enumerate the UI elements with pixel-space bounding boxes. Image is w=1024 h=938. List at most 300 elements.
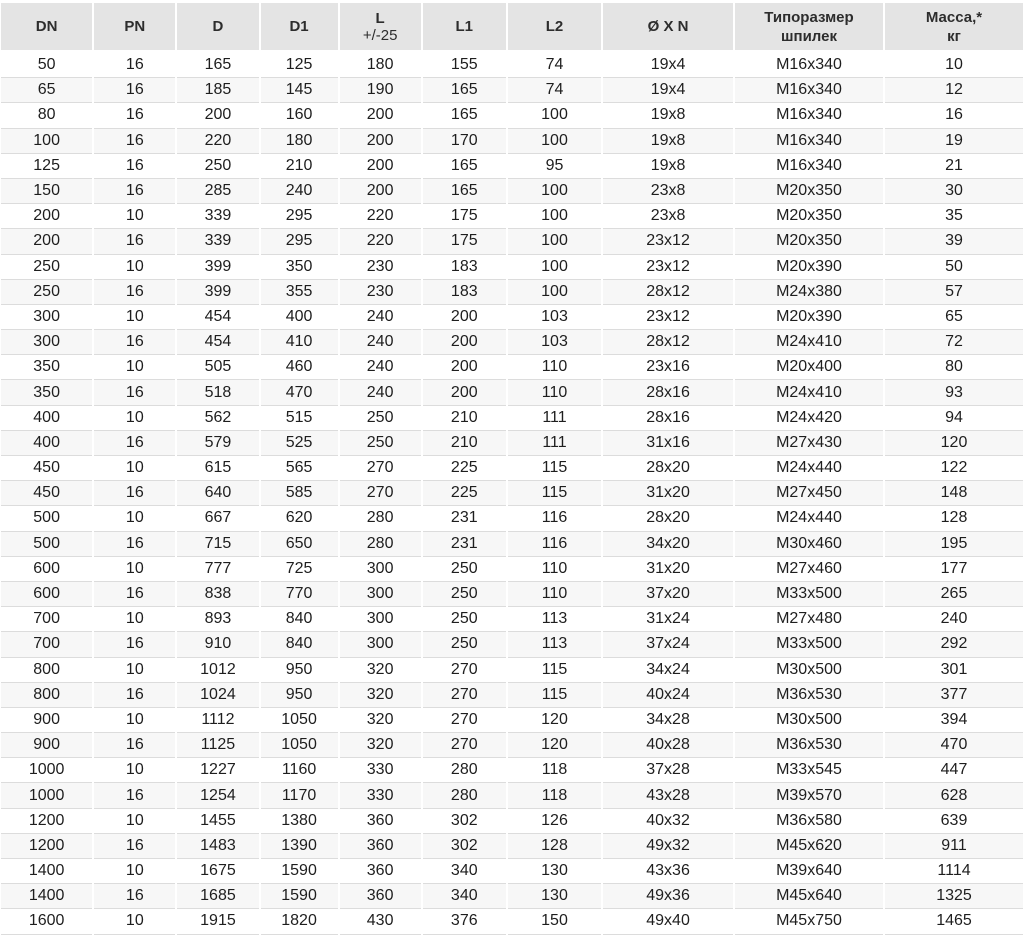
cell-l: 240 xyxy=(340,380,421,405)
cell-l2: 100 xyxy=(508,129,601,154)
table-row xyxy=(1,481,1023,506)
cell-holes: 31x20 xyxy=(603,557,733,582)
cell-pn: 16 xyxy=(94,582,175,607)
cell-l: 430 xyxy=(340,909,421,934)
cell-mass: 10 xyxy=(885,53,1023,78)
cell-mass: 394 xyxy=(885,708,1023,733)
cell-l: 230 xyxy=(340,280,421,305)
cell-mass: 1114 xyxy=(885,859,1023,884)
cell-d1: 460 xyxy=(261,355,338,380)
cell-d1: 240 xyxy=(261,179,338,204)
cell-d1: 565 xyxy=(261,456,338,481)
cell-l2: 100 xyxy=(508,229,601,254)
cell-l: 220 xyxy=(340,229,421,254)
cell-holes: 28x12 xyxy=(603,280,733,305)
cell-d: 339 xyxy=(177,204,258,229)
cell-stud-size: M36x530 xyxy=(735,683,883,708)
cell-d: 399 xyxy=(177,280,258,305)
cell-l1: 170 xyxy=(423,129,506,154)
cell-l2: 130 xyxy=(508,884,601,909)
cell-d1: 350 xyxy=(261,255,338,280)
cell-dn: 450 xyxy=(1,456,92,481)
cell-l: 300 xyxy=(340,632,421,657)
cell-pn: 16 xyxy=(94,179,175,204)
table-row xyxy=(1,255,1023,280)
cell-holes: 28x16 xyxy=(603,380,733,405)
cell-stud-size: M27x430 xyxy=(735,431,883,456)
cell-l: 320 xyxy=(340,658,421,683)
cell-stud-size: M20x350 xyxy=(735,204,883,229)
cell-dn: 1200 xyxy=(1,809,92,834)
cell-d: 185 xyxy=(177,78,258,103)
cell-l2: 116 xyxy=(508,532,601,557)
cell-l1: 270 xyxy=(423,733,506,758)
cell-stud-size: M45x750 xyxy=(735,909,883,934)
cell-mass: 65 xyxy=(885,305,1023,330)
cell-mass: 120 xyxy=(885,431,1023,456)
cell-stud-size: M33x500 xyxy=(735,632,883,657)
cell-pn: 16 xyxy=(94,129,175,154)
cell-pn: 10 xyxy=(94,658,175,683)
cell-d: 200 xyxy=(177,103,258,128)
table-row xyxy=(1,708,1023,733)
cell-d1: 770 xyxy=(261,582,338,607)
cell-mass: 80 xyxy=(885,355,1023,380)
cell-mass: 639 xyxy=(885,809,1023,834)
cell-pn: 10 xyxy=(94,859,175,884)
cell-l1: 250 xyxy=(423,632,506,657)
col-header-pn: PN xyxy=(94,0,175,53)
table-row xyxy=(1,355,1023,380)
cell-pn: 16 xyxy=(94,380,175,405)
cell-l2: 103 xyxy=(508,305,601,330)
cell-d1: 840 xyxy=(261,607,338,632)
cell-holes: 43x28 xyxy=(603,783,733,808)
cell-mass: 30 xyxy=(885,179,1023,204)
cell-d1: 410 xyxy=(261,330,338,355)
cell-d1: 950 xyxy=(261,683,338,708)
cell-mass: 195 xyxy=(885,532,1023,557)
cell-stud-size: M16x340 xyxy=(735,78,883,103)
cell-l1: 225 xyxy=(423,481,506,506)
cell-mass: 148 xyxy=(885,481,1023,506)
cell-pn: 16 xyxy=(94,834,175,859)
cell-l2: 150 xyxy=(508,909,601,934)
cell-l: 300 xyxy=(340,557,421,582)
table-row xyxy=(1,129,1023,154)
col-header-stud-size-line1: Типоразмер xyxy=(764,8,854,26)
cell-stud-size: M24x440 xyxy=(735,506,883,531)
cell-l: 240 xyxy=(340,355,421,380)
table-row xyxy=(1,632,1023,657)
cell-mass: 19 xyxy=(885,129,1023,154)
cell-dn: 80 xyxy=(1,103,92,128)
cell-holes: 40x24 xyxy=(603,683,733,708)
cell-l: 330 xyxy=(340,783,421,808)
cell-l1: 280 xyxy=(423,783,506,808)
cell-l: 200 xyxy=(340,129,421,154)
cell-stud-size: M16x340 xyxy=(735,129,883,154)
cell-holes: 49x40 xyxy=(603,909,733,934)
cell-l1: 200 xyxy=(423,330,506,355)
cell-l2: 115 xyxy=(508,658,601,683)
cell-pn: 16 xyxy=(94,481,175,506)
cell-dn: 300 xyxy=(1,305,92,330)
cell-holes: 40x28 xyxy=(603,733,733,758)
cell-holes: 28x20 xyxy=(603,506,733,531)
cell-d: 1227 xyxy=(177,758,258,783)
cell-d: 165 xyxy=(177,53,258,78)
cell-l1: 200 xyxy=(423,355,506,380)
cell-d: 454 xyxy=(177,305,258,330)
cell-stud-size: M33x500 xyxy=(735,582,883,607)
cell-l1: 165 xyxy=(423,78,506,103)
cell-l2: 74 xyxy=(508,78,601,103)
table-header-row xyxy=(1,0,1023,53)
cell-l1: 225 xyxy=(423,456,506,481)
cell-dn: 500 xyxy=(1,506,92,531)
cell-l2: 100 xyxy=(508,103,601,128)
cell-holes: 23x16 xyxy=(603,355,733,380)
cell-holes: 34x24 xyxy=(603,658,733,683)
cell-l2: 111 xyxy=(508,406,601,431)
cell-dn: 350 xyxy=(1,380,92,405)
cell-pn: 10 xyxy=(94,708,175,733)
cell-mass: 93 xyxy=(885,380,1023,405)
col-header-dn: DN xyxy=(1,0,92,53)
table-row xyxy=(1,330,1023,355)
cell-l1: 270 xyxy=(423,708,506,733)
cell-d: 1125 xyxy=(177,733,258,758)
cell-stud-size: M36x530 xyxy=(735,733,883,758)
cell-d: 1455 xyxy=(177,809,258,834)
cell-holes: 23x8 xyxy=(603,179,733,204)
cell-d1: 1050 xyxy=(261,733,338,758)
cell-pn: 16 xyxy=(94,78,175,103)
col-header-d1: D1 xyxy=(261,0,338,53)
cell-dn: 900 xyxy=(1,733,92,758)
cell-l: 240 xyxy=(340,305,421,330)
cell-d1: 355 xyxy=(261,280,338,305)
cell-dn: 100 xyxy=(1,129,92,154)
cell-l: 190 xyxy=(340,78,421,103)
cell-l: 230 xyxy=(340,255,421,280)
table-row xyxy=(1,280,1023,305)
cell-pn: 16 xyxy=(94,103,175,128)
cell-d1: 1160 xyxy=(261,758,338,783)
cell-l2: 115 xyxy=(508,683,601,708)
cell-holes: 19x4 xyxy=(603,78,733,103)
cell-stud-size: M24x380 xyxy=(735,280,883,305)
cell-l1: 250 xyxy=(423,607,506,632)
cell-d1: 1590 xyxy=(261,884,338,909)
cell-holes: 34x28 xyxy=(603,708,733,733)
cell-holes: 28x12 xyxy=(603,330,733,355)
cell-stud-size: M24x440 xyxy=(735,456,883,481)
cell-l1: 250 xyxy=(423,557,506,582)
cell-l1: 302 xyxy=(423,834,506,859)
cell-mass: 16 xyxy=(885,103,1023,128)
cell-holes: 28x16 xyxy=(603,406,733,431)
cell-mass: 911 xyxy=(885,834,1023,859)
cell-d1: 650 xyxy=(261,532,338,557)
cell-holes: 34x20 xyxy=(603,532,733,557)
cell-pn: 10 xyxy=(94,355,175,380)
cell-dn: 800 xyxy=(1,658,92,683)
cell-l2: 120 xyxy=(508,733,601,758)
cell-d: 285 xyxy=(177,179,258,204)
cell-d: 562 xyxy=(177,406,258,431)
cell-stud-size: M24x420 xyxy=(735,406,883,431)
cell-l2: 103 xyxy=(508,330,601,355)
cell-stud-size: M16x340 xyxy=(735,103,883,128)
cell-holes: 19x8 xyxy=(603,103,733,128)
cell-mass: 447 xyxy=(885,758,1023,783)
cell-stud-size: M24x410 xyxy=(735,330,883,355)
cell-holes: 37x28 xyxy=(603,758,733,783)
cell-mass: 39 xyxy=(885,229,1023,254)
cell-stud-size: M30x500 xyxy=(735,658,883,683)
table-row xyxy=(1,532,1023,557)
table-row xyxy=(1,607,1023,632)
cell-stud-size: M27x480 xyxy=(735,607,883,632)
table-row xyxy=(1,179,1023,204)
cell-pn: 10 xyxy=(94,809,175,834)
col-header-stud-size xyxy=(735,0,883,53)
cell-mass: 94 xyxy=(885,406,1023,431)
cell-d1: 295 xyxy=(261,204,338,229)
cell-l2: 113 xyxy=(508,632,601,657)
cell-holes: 31x24 xyxy=(603,607,733,632)
cell-dn: 700 xyxy=(1,607,92,632)
cell-mass: 12 xyxy=(885,78,1023,103)
cell-d1: 525 xyxy=(261,431,338,456)
cell-l: 200 xyxy=(340,154,421,179)
cell-d1: 1170 xyxy=(261,783,338,808)
cell-d: 579 xyxy=(177,431,258,456)
cell-d: 893 xyxy=(177,607,258,632)
cell-l1: 340 xyxy=(423,884,506,909)
cell-d: 1254 xyxy=(177,783,258,808)
table-row xyxy=(1,380,1023,405)
cell-pn: 16 xyxy=(94,733,175,758)
cell-dn: 300 xyxy=(1,330,92,355)
cell-l2: 126 xyxy=(508,809,601,834)
cell-l2: 100 xyxy=(508,255,601,280)
cell-l1: 165 xyxy=(423,179,506,204)
cell-holes: 19x8 xyxy=(603,154,733,179)
cell-d1: 725 xyxy=(261,557,338,582)
cell-stud-size: M33x545 xyxy=(735,758,883,783)
cell-pn: 16 xyxy=(94,683,175,708)
cell-l1: 155 xyxy=(423,53,506,78)
cell-mass: 240 xyxy=(885,607,1023,632)
cell-l: 250 xyxy=(340,431,421,456)
cell-d1: 210 xyxy=(261,154,338,179)
cell-pn: 16 xyxy=(94,532,175,557)
cell-d: 1112 xyxy=(177,708,258,733)
cell-stud-size: M16x340 xyxy=(735,154,883,179)
cell-holes: 43x36 xyxy=(603,859,733,884)
cell-l2: 113 xyxy=(508,607,601,632)
cell-l2: 74 xyxy=(508,53,601,78)
table-row xyxy=(1,53,1023,78)
table-row xyxy=(1,305,1023,330)
cell-l2: 115 xyxy=(508,481,601,506)
cell-d: 1024 xyxy=(177,683,258,708)
table-row xyxy=(1,582,1023,607)
table-row xyxy=(1,78,1023,103)
cell-l: 180 xyxy=(340,53,421,78)
cell-d: 1012 xyxy=(177,658,258,683)
table-row xyxy=(1,229,1023,254)
cell-d: 454 xyxy=(177,330,258,355)
cell-pn: 16 xyxy=(94,154,175,179)
cell-mass: 265 xyxy=(885,582,1023,607)
cell-pn: 16 xyxy=(94,330,175,355)
cell-dn: 800 xyxy=(1,683,92,708)
col-header-l-label: L xyxy=(375,9,385,27)
cell-l1: 280 xyxy=(423,758,506,783)
cell-l2: 110 xyxy=(508,355,601,380)
table-row xyxy=(1,506,1023,531)
cell-l1: 302 xyxy=(423,809,506,834)
cell-l1: 200 xyxy=(423,380,506,405)
cell-l: 300 xyxy=(340,582,421,607)
col-header-stud-size-line2: шпилек xyxy=(781,27,837,45)
table-body xyxy=(1,53,1023,935)
cell-l1: 250 xyxy=(423,582,506,607)
cell-pn: 16 xyxy=(94,53,175,78)
cell-dn: 1600 xyxy=(1,909,92,934)
cell-holes: 23x12 xyxy=(603,305,733,330)
cell-l1: 231 xyxy=(423,506,506,531)
cell-d: 1483 xyxy=(177,834,258,859)
cell-mass: 377 xyxy=(885,683,1023,708)
cell-l2: 100 xyxy=(508,204,601,229)
table-row xyxy=(1,557,1023,582)
cell-mass: 72 xyxy=(885,330,1023,355)
table-row xyxy=(1,456,1023,481)
col-header-mass-line2: кг xyxy=(947,27,961,45)
cell-d1: 620 xyxy=(261,506,338,531)
cell-d1: 160 xyxy=(261,103,338,128)
cell-l: 320 xyxy=(340,683,421,708)
cell-mass: 1465 xyxy=(885,909,1023,934)
cell-l: 270 xyxy=(340,456,421,481)
cell-stud-size: M27x450 xyxy=(735,481,883,506)
cell-l: 200 xyxy=(340,179,421,204)
cell-dn: 50 xyxy=(1,53,92,78)
cell-l1: 175 xyxy=(423,229,506,254)
cell-mass: 628 xyxy=(885,783,1023,808)
cell-dn: 125 xyxy=(1,154,92,179)
cell-l: 280 xyxy=(340,506,421,531)
cell-d1: 1050 xyxy=(261,708,338,733)
cell-dn: 500 xyxy=(1,532,92,557)
table-row xyxy=(1,783,1023,808)
cell-l2: 130 xyxy=(508,859,601,884)
col-header-l xyxy=(340,0,421,53)
cell-d1: 295 xyxy=(261,229,338,254)
cell-d1: 145 xyxy=(261,78,338,103)
cell-dn: 450 xyxy=(1,481,92,506)
cell-pn: 10 xyxy=(94,406,175,431)
col-header-l-tolerance: +/-25 xyxy=(362,26,398,44)
cell-pn: 10 xyxy=(94,456,175,481)
cell-d1: 400 xyxy=(261,305,338,330)
cell-pn: 16 xyxy=(94,884,175,909)
cell-dn: 600 xyxy=(1,557,92,582)
cell-mass: 35 xyxy=(885,204,1023,229)
cell-d: 838 xyxy=(177,582,258,607)
cell-l: 360 xyxy=(340,834,421,859)
cell-d1: 1380 xyxy=(261,809,338,834)
col-header-l1: L1 xyxy=(423,0,506,53)
cell-d1: 950 xyxy=(261,658,338,683)
cell-dn: 200 xyxy=(1,229,92,254)
table-row xyxy=(1,431,1023,456)
cell-stud-size: M45x640 xyxy=(735,884,883,909)
table-row xyxy=(1,733,1023,758)
cell-l1: 200 xyxy=(423,305,506,330)
cell-d1: 585 xyxy=(261,481,338,506)
cell-l: 300 xyxy=(340,607,421,632)
cell-holes: 19x4 xyxy=(603,53,733,78)
cell-dn: 250 xyxy=(1,280,92,305)
cell-dn: 1400 xyxy=(1,884,92,909)
cell-holes: 23x12 xyxy=(603,255,733,280)
cell-l1: 183 xyxy=(423,255,506,280)
cell-l: 320 xyxy=(340,733,421,758)
cell-d: 615 xyxy=(177,456,258,481)
cell-mass: 292 xyxy=(885,632,1023,657)
cell-dn: 600 xyxy=(1,582,92,607)
cell-l: 320 xyxy=(340,708,421,733)
col-header-mass xyxy=(885,0,1023,53)
cell-l1: 376 xyxy=(423,909,506,934)
cell-d: 1915 xyxy=(177,909,258,934)
cell-holes: 40x32 xyxy=(603,809,733,834)
cell-holes: 23x8 xyxy=(603,204,733,229)
cell-stud-size: M20x390 xyxy=(735,305,883,330)
cell-d: 399 xyxy=(177,255,258,280)
cell-d: 339 xyxy=(177,229,258,254)
cell-dn: 65 xyxy=(1,78,92,103)
cell-mass: 1325 xyxy=(885,884,1023,909)
col-header-holes: Ø X N xyxy=(603,0,733,53)
cell-stud-size: M39x640 xyxy=(735,859,883,884)
cell-d1: 1390 xyxy=(261,834,338,859)
cell-d1: 840 xyxy=(261,632,338,657)
cell-mass: 57 xyxy=(885,280,1023,305)
table-row xyxy=(1,809,1023,834)
cell-stud-size: M16x340 xyxy=(735,53,883,78)
cell-l2: 116 xyxy=(508,506,601,531)
cell-d1: 180 xyxy=(261,129,338,154)
cell-d: 1675 xyxy=(177,859,258,884)
cell-mass: 122 xyxy=(885,456,1023,481)
cell-dn: 1000 xyxy=(1,783,92,808)
cell-d: 777 xyxy=(177,557,258,582)
cell-d: 250 xyxy=(177,154,258,179)
cell-pn: 16 xyxy=(94,783,175,808)
cell-holes: 49x32 xyxy=(603,834,733,859)
table-row xyxy=(1,758,1023,783)
cell-holes: 31x16 xyxy=(603,431,733,456)
cell-l1: 270 xyxy=(423,683,506,708)
cell-holes: 23x12 xyxy=(603,229,733,254)
